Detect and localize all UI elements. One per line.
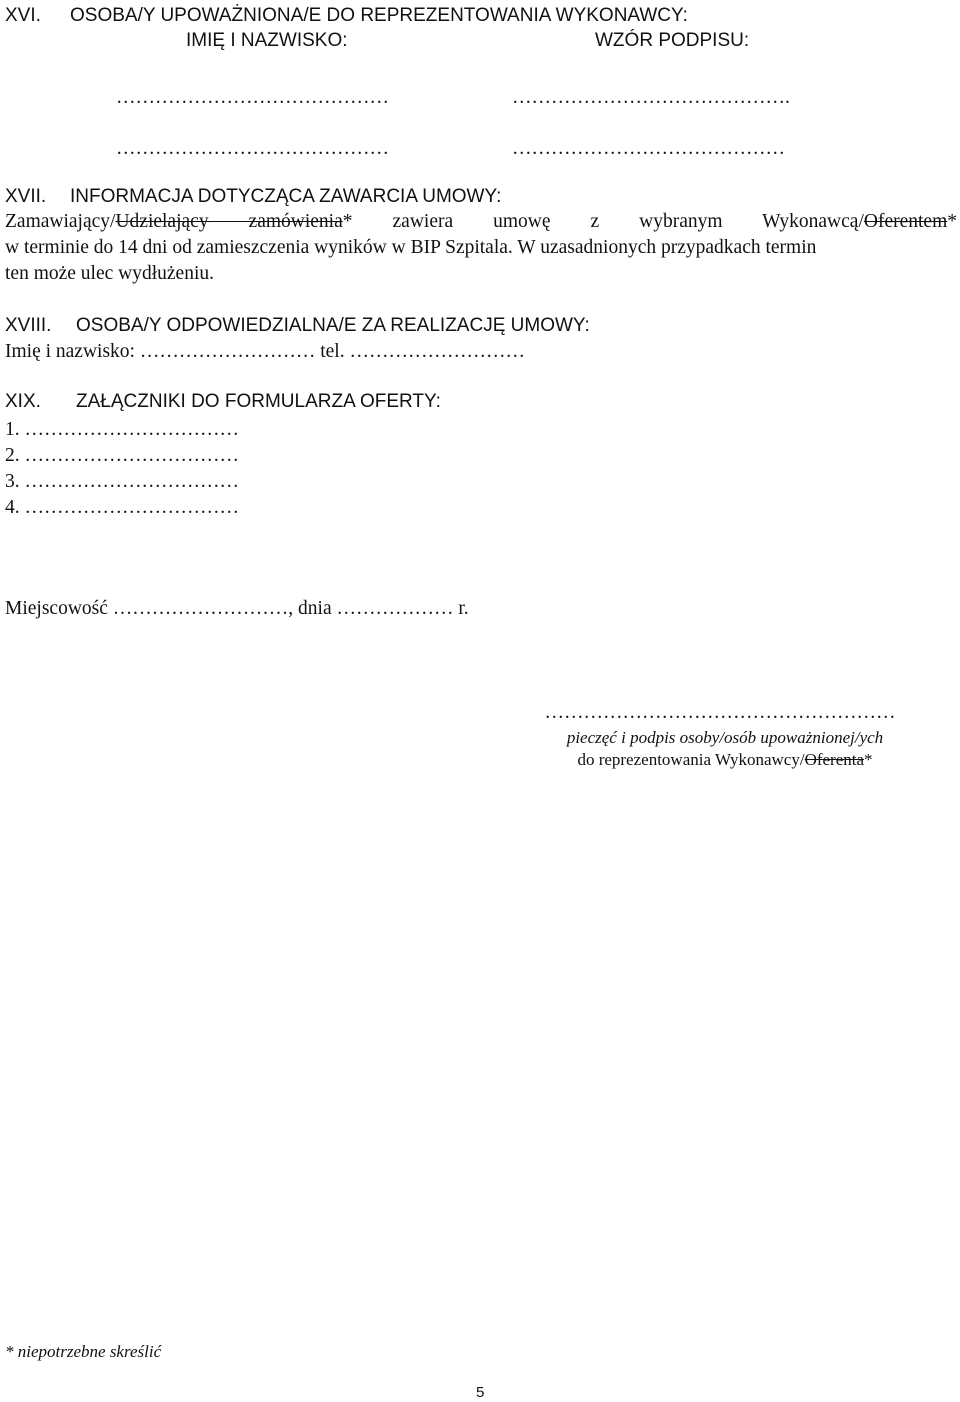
contract-info-line-1 [5, 209, 957, 235]
section-xvii-title: INFORMACJA DOTYCZĄCA ZAWARCIA UMOWY: [70, 186, 502, 207]
struck-text-oferenta: Oferenta [804, 750, 865, 769]
place-date-line[interactable]: Miejscowość ………………………, dnia ……………… r. [5, 598, 469, 619]
attachment-item[interactable]: 1. …………………………… [5, 419, 239, 440]
name-field-1[interactable]: …………………………………… [116, 87, 389, 108]
contract-info-line-3: ten może ulec wydłużeniu. [5, 263, 215, 284]
signature-caption-2 [520, 747, 930, 773]
section-xviii-title: OSOBA/Y ODPOWIEDZIALNA/E ZA REALIZACJĘ UMOWY: [76, 315, 590, 336]
section-xvi-number: XVI. [5, 5, 41, 26]
attachment-item[interactable]: 3. …………………………… [5, 471, 239, 492]
signature-field-2[interactable]: …………………………………… [512, 138, 785, 159]
signature-column-label: WZÓR PODPISU: [595, 30, 750, 51]
signature-caption: pieczęć i podpis osoby/osób upoważnionej/ych [566, 728, 884, 747]
asterisk: * [947, 211, 957, 232]
section-xix-title: ZAŁĄCZNIKI DO FORMULARZA OFERTY: [76, 391, 441, 412]
section-xvii-number: XVII. [5, 186, 47, 207]
signature-field-1[interactable]: ……………………………………. [512, 87, 790, 108]
section-xviii-number: XVIII. [5, 315, 52, 336]
name-column-label: IMIĘ I NAZWISKO: [186, 30, 348, 51]
section-xix-number: XIX. [5, 391, 41, 412]
section-xvi-title: OSOBA/Y UPOWAŻNIONA/E DO REPREZENTOWANIA WYKONAWCY: [70, 5, 688, 26]
contract-info-text: * zawiera umowę z wybranym Wykonawcą/ [342, 211, 864, 232]
contract-info-line-2: w terminie do 14 dni od zamieszczenia wyników w BIP Szpitala. W uzasadnionych przypadkach termin [5, 237, 817, 258]
asterisk: * [864, 750, 873, 769]
attachment-item[interactable]: 2. …………………………… [5, 445, 239, 466]
footnote: * niepotrzebne skreślić [5, 1342, 162, 1361]
responsible-person-line[interactable]: Imię i nazwisko: ……………………… tel. ……………………… [5, 341, 525, 362]
name-field-2[interactable]: …………………………………… [116, 138, 389, 159]
contract-info-party: Zamawiający/ [5, 211, 116, 232]
page-number: 5 [476, 1384, 485, 1401]
struck-text-udzielajacy: Udzielający zamówienia [115, 211, 343, 232]
signature-dots[interactable]: ……………………………………………… [544, 702, 896, 723]
attachment-item[interactable]: 4. …………………………… [5, 497, 239, 518]
signature-caption-text: do reprezentowania Wykonawcy/ [577, 750, 805, 769]
struck-text-oferentem: Oferentem [863, 211, 948, 232]
